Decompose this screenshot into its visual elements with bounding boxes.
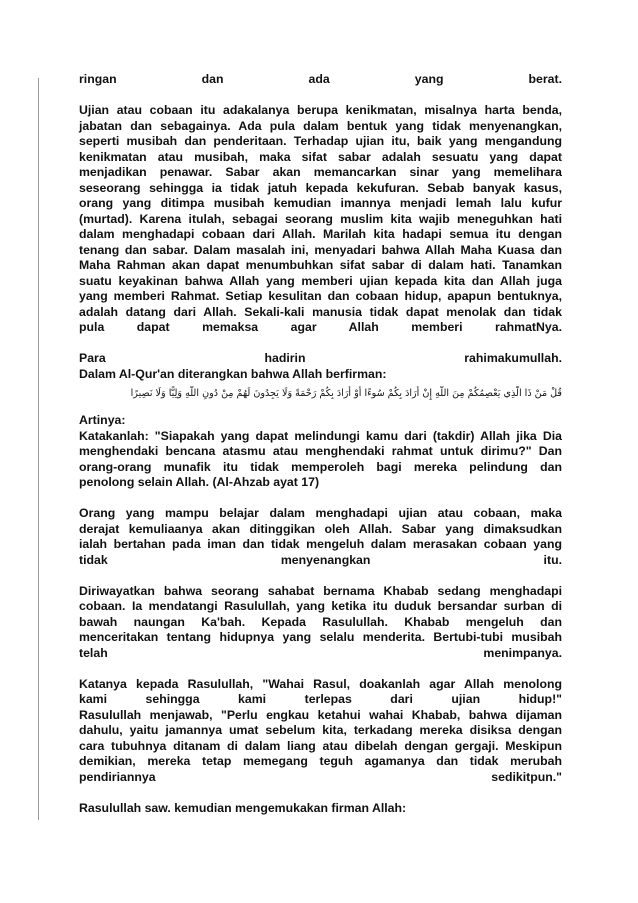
paragraph bbox=[79, 351, 562, 382]
text-line: dalam menghadapi cobaan dari Allah. Marilah kita hadapi semua itu dengan bbox=[79, 227, 562, 241]
text-line: menceritakan tentang hidupnya yang selalu menderita. Bertubi-tubi musibah bbox=[79, 630, 562, 644]
paragraph bbox=[79, 103, 562, 336]
text-line: Katakanlah: "Siapakah yang dapat melindungi kamu dari (takdir) Allah jika Dia bbox=[79, 428, 562, 443]
text-line: Artinya: bbox=[79, 413, 126, 427]
text-line: adalah datang dari Allah. Sekali-kali manusia tidak dapat menolak dan tidak bbox=[79, 304, 562, 319]
paragraph bbox=[79, 584, 562, 662]
arabic-verse: قُلْ مَنْ ذَا الَّذِي يَعْصِمُكُمْ مِنَ اللَّهِ إِنْ أَرَادَ بِكُمْ سُوءًا أَوْ أَرَادَ بِكُمْ رَحْمَةً وَلَا يَجِدُونَ لَهُمْ مِنْ دُونِ اللَّهِ وَلِيًّا وَلَا نَصِيرًا bbox=[130, 388, 562, 399]
text-line: orang-orang munafik itu tidak memperoleh bagi mereka pelindung dan bbox=[79, 459, 562, 474]
text-line: orang yang ditimpa musibah kemudian imannya menjadi lemah lalu kufur bbox=[79, 196, 562, 210]
text-line: yang memberi Rahmat. Setiap kesulitan dan cobaan hidup, apapun bentuknya, bbox=[79, 289, 562, 303]
text-line: ialah bertahan pada iman dan tidak mengeluh dalam merasakan cobaan yang bbox=[79, 537, 562, 551]
text-line: kenikmatan atau musibah, maka sifat sabar adalah sesuatu yang dapat bbox=[79, 149, 562, 164]
text-line: Rasulullah saw. kemudian mengemukakan firman Allah: bbox=[79, 800, 407, 815]
text-line: menghendaki bencana atasmu atau menghendaki rahmat untuk dirimu?" Dan bbox=[79, 444, 562, 458]
text-line: menjadikan penawar. Sabar akan memancarkan sinar yang memelihara bbox=[79, 165, 562, 179]
paragraph bbox=[79, 506, 562, 568]
text-line: suatu keyakinan bahwa Allah yang memberi ujian kepada kita dan Allah juga bbox=[79, 273, 562, 288]
text-line: Rasulullah menjawab, "Perlu engkau ketahui wahai Khabab, bahwa dijaman bbox=[79, 707, 562, 722]
page-margin-rule bbox=[38, 78, 39, 820]
paragraph bbox=[79, 677, 562, 786]
text-line: bawah naungan Ka'bah. Kepada Rasulullah. Khabab mengeluh dan bbox=[79, 614, 562, 629]
text-line: Dalam Al-Qur'an diterangkan bahwa Allah berfirman: bbox=[79, 366, 387, 381]
text-line: seseorang sehingga ia tidak jatuh kepada kekufuran. Sebab banyak kasus, bbox=[79, 180, 562, 195]
text-line: tenang dan sabar. Dalam masalah ini, menyadari bahwa Allah Maha Kuasa dan bbox=[79, 242, 562, 257]
paragraph bbox=[79, 801, 562, 817]
text-line: (murtad). Karena itulah, sebagai seorang muslim kita wajib meneguhkan hati bbox=[79, 211, 562, 226]
text-line: cobaan. Ia mendatangi Rasulullah, yang ketika itu duduk bersandar surban di bbox=[79, 599, 562, 613]
text-line: penolong selain Allah. (Al-Ahzab ayat 17) bbox=[79, 475, 320, 489]
text-line: demikian, mereka tetap memegang teguh agamanya dan tidak merubah bbox=[79, 754, 562, 768]
text-line: cara tubuhnya ditanam di dalam liang atau dibelah dengan gergaji. Meskipun bbox=[79, 738, 562, 753]
text-line: ringan dan ada yang berat. bbox=[79, 72, 562, 86]
text-line: pula dapat memaksa agar Allah memberi rahmatNya. bbox=[79, 320, 562, 334]
document-page bbox=[79, 72, 562, 816]
text-line: telah menimpanya. bbox=[79, 645, 562, 660]
text-line: Maha Rahman akan dapat menumbuhkan sifat sabar di dalam hati. Tanamkan bbox=[79, 258, 562, 272]
text-line: Diriwayatkan bahwa seorang sahabat bernama Khabab sedang menghadapi bbox=[79, 583, 562, 598]
paragraph bbox=[79, 72, 562, 88]
text-line: kami sehingga kami terlepas dari ujian hidup!" bbox=[79, 692, 562, 706]
text-line: Ujian atau cobaan itu adakalanya berupa kenikmatan, misalnya harta benda, bbox=[79, 103, 562, 117]
text-line: jabatan dan sebagainya. Ada pula dalam bentuk yang tidak menyenangkan, bbox=[79, 118, 562, 133]
text-line: tidak menyenangkan itu. bbox=[79, 552, 562, 567]
text-line: Orang yang mampu belajar dalam menghadapi ujian atau cobaan, maka bbox=[79, 506, 562, 520]
text-line: dahulu, yaitu jamannya umat sebelum kita, terkadang mereka disiksa dengan bbox=[79, 723, 562, 737]
text-line: Katanya kepada Rasulullah, "Wahai Rasul, doakanlah agar Allah menolong bbox=[79, 676, 562, 691]
paragraph bbox=[79, 413, 562, 491]
text-line: seperti musibah dan penderitaan. Terhadap ujian itu, baik yang mengandung bbox=[79, 134, 562, 148]
text-line: Para hadirin rahimakumullah. bbox=[79, 351, 562, 365]
text-line: derajat kemuliaanya akan ditinggikan oleh Allah. Sabar yang dimaksudkan bbox=[79, 521, 562, 536]
text-line: pendiriannya sedikitpun." bbox=[79, 769, 562, 784]
